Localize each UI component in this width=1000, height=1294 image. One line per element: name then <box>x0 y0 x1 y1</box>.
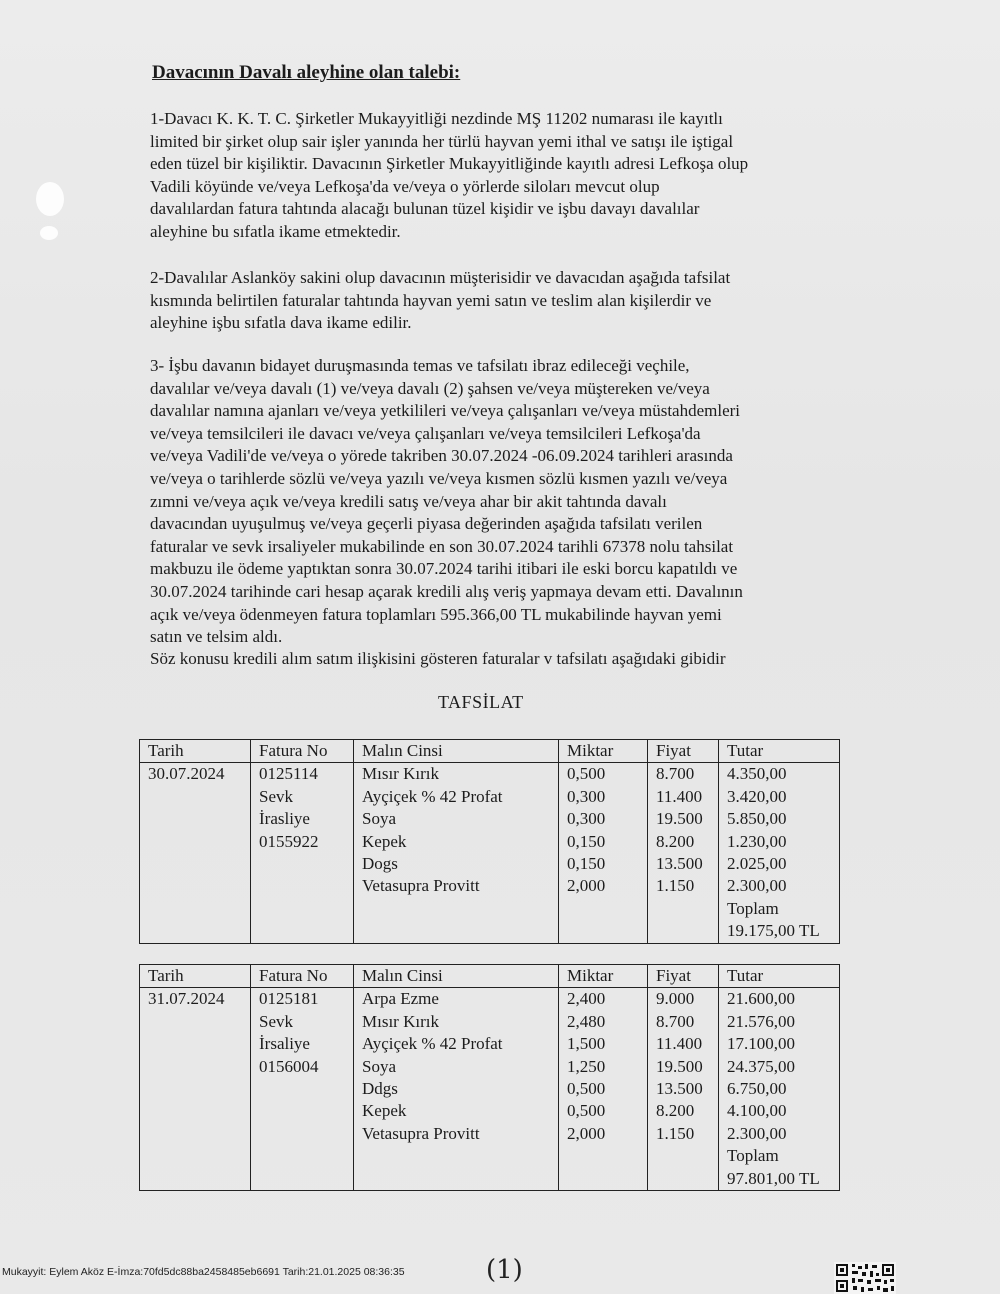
item-name: Mısır Kırık <box>362 764 439 784</box>
cell-tutar <box>719 988 840 1191</box>
price-value: 8.700 <box>656 1011 695 1031</box>
date-value: 31.07.2024 <box>148 989 225 1009</box>
invoice-number: 0125181 <box>259 989 319 1009</box>
total-value: 97.801,00 TL <box>727 1168 820 1188</box>
price-value: 19.500 <box>656 809 703 829</box>
price-value: 1.150 <box>656 876 695 896</box>
text-line: açık ve/veya ödenmeyen fatura toplamları 595.366,00 TL mukabilinde hayvan yemi <box>150 604 722 624</box>
text-line: ve/veya temsilcileri ile davacı ve/veya çalışanları ve/veya temsilcileri Lefkoşa'da <box>150 423 701 443</box>
cell-fatura-no <box>251 988 354 1191</box>
page-number-mark: (1) <box>486 1255 523 1285</box>
header-fatura-no: Fatura No <box>251 965 354 988</box>
cell-malin-cinsi <box>354 763 559 943</box>
header-malin-cinsi: Malın Cinsi <box>354 740 559 763</box>
waybill-number: 0155922 <box>259 831 319 851</box>
header-tarih: Tarih <box>140 740 251 763</box>
header-tarih: Tarih <box>140 965 251 988</box>
quantity-value: 1,250 <box>567 1056 606 1076</box>
quantity-value: 0,300 <box>567 786 606 806</box>
table-header-row <box>140 965 840 988</box>
quantity-value: 1,500 <box>567 1034 606 1054</box>
e-signature-line: Mukayyit: Eylem Aköz E-İmza:70fd5dc88ba2458485eb6691 Tarih:21.01.2025 08:36:35 <box>2 1266 405 1278</box>
table-row <box>140 988 840 1191</box>
amount-value: 21.576,00 <box>727 1011 795 1031</box>
text-line: davalılardan fatura tahtında alacağı bulunan tüzel kişidir ve işbu davayı davalılar <box>150 199 700 219</box>
invoice-table-2 <box>139 964 840 1191</box>
item-name: Mısır Kırık <box>362 1011 439 1031</box>
item-name: Kepek <box>362 831 407 851</box>
tafsilat-title: TAFSİLAT <box>438 692 524 712</box>
amount-value: 4.350,00 <box>727 764 787 784</box>
waybill-number: 0156004 <box>259 1056 319 1076</box>
amount-value: 4.100,00 <box>727 1101 787 1121</box>
invoice-label: Sevk <box>259 786 293 806</box>
table-row <box>140 763 840 943</box>
amount-value: 2.300,00 <box>727 876 787 896</box>
cell-tarih <box>140 988 251 1191</box>
invoice-label: Sevk <box>259 1011 293 1031</box>
quantity-value: 0,500 <box>567 1079 606 1099</box>
quantity-value: 0,150 <box>567 854 606 874</box>
cell-miktar <box>559 763 648 943</box>
item-name: Soya <box>362 809 396 829</box>
price-value: 13.500 <box>656 1079 703 1099</box>
item-name: Arpa Ezme <box>362 989 439 1009</box>
item-name: Kepek <box>362 1101 407 1121</box>
text-line: davalılar namına ajanları ve/veya yetkilileri ve/veya çalışanları ve/veya müstahdemleri <box>150 401 741 421</box>
item-name: Ayçiçek % 42 Profat <box>362 1034 503 1054</box>
text-line: Vadili köyünde ve/veya Lefkoşa'da ve/veya o yörlerde siloları mevcut olup <box>150 176 660 196</box>
price-value: 11.400 <box>656 786 703 806</box>
text-line: Söz konusu kredili alım satım ilişkisini gösteren faturalar v tafsilatı aşağıdaki gibidir <box>150 649 726 668</box>
header-fatura-no: Fatura No <box>251 740 354 763</box>
item-name: Dogs <box>362 854 398 874</box>
text-line: 2-Davalılar Aslanköy sakini olup davacının müşterisidir ve davacıdan aşağıda tafsilat <box>150 268 731 287</box>
price-value: 13.500 <box>656 854 703 874</box>
text-line: 1-Davacı K. K. T. C. Şirketler Mukayyitliği nezdinde MŞ 11202 numarası ile kayıtlı <box>150 109 723 128</box>
amount-value: 2.025,00 <box>727 854 787 874</box>
price-value: 8.200 <box>656 831 695 851</box>
text-line: kısmında belirtilen faturalar tahtında hayvan yemi satın ve teslim alan kişilerdir ve <box>150 290 712 310</box>
text-line: 3- İşbu davanın bidayet duruşmasında temas ve tafsilatı ibraz edileceği veçhile, <box>150 356 690 375</box>
header-malin-cinsi: Malın Cinsi <box>354 965 559 988</box>
cell-fiyat <box>648 988 719 1191</box>
amount-value: 24.375,00 <box>727 1056 795 1076</box>
amount-value: 3.420,00 <box>727 786 787 806</box>
text-line: aleyhine bu sıfatla ikame etmektedir. <box>150 221 401 241</box>
quantity-value: 2,400 <box>567 989 606 1009</box>
total-label: Toplam <box>727 898 779 918</box>
item-name: Soya <box>362 1056 396 1076</box>
text-line: ve/veya o tarihlerde sözlü ve/veya yazılı ve/veya kısmen sözlü kısmen yazılı ve/veya <box>150 468 728 488</box>
text-line: eden tüzel bir kişiliktir. Davacının Şirketler Mukayyitliğinde kayıtlı adresi Lefkoşa olup <box>150 154 749 174</box>
quantity-value: 0,500 <box>567 1101 606 1121</box>
paragraph-3 <box>150 355 850 649</box>
cell-fatura-no <box>251 763 354 943</box>
invoice-table-1 <box>139 739 840 944</box>
table-header-row <box>140 740 840 763</box>
paper-blemish <box>36 182 64 216</box>
cell-malin-cinsi <box>354 988 559 1191</box>
paper-blemish <box>40 226 58 240</box>
quantity-value: 2,000 <box>567 876 606 896</box>
cell-tarih <box>140 763 251 943</box>
paragraph-4 <box>150 648 850 671</box>
price-value: 11.400 <box>656 1034 703 1054</box>
text-line: makbuzu ile ödeme yaptıktan sonra 30.07.2024 tarihi itibari ile eski borcu kapatıldı ve <box>150 559 738 579</box>
price-value: 19.500 <box>656 1056 703 1076</box>
amount-value: 2.300,00 <box>727 1123 787 1143</box>
cell-fiyat <box>648 763 719 943</box>
header-miktar: Miktar <box>559 740 648 763</box>
header-tutar: Tutar <box>719 740 840 763</box>
header-tutar: Tutar <box>719 965 840 988</box>
price-value: 8.700 <box>656 764 695 784</box>
quantity-value: 2,480 <box>567 1011 606 1031</box>
paragraph-1 <box>150 108 850 244</box>
quantity-value: 0,300 <box>567 809 606 829</box>
amount-value: 6.750,00 <box>727 1079 787 1099</box>
section-heading: Davacının Davalı aleyhine olan talebi: <box>152 62 461 83</box>
date-value: 30.07.2024 <box>148 764 225 784</box>
item-name: Vetasupra Provitt <box>362 876 480 896</box>
text-line: aleyhine işbu sıfatla dava ikame edilir. <box>150 313 412 333</box>
price-value: 9.000 <box>656 989 695 1009</box>
text-line: 30.07.2024 tarihinde cari hesap açarak kredili alış veriş yapmaya devam etti. Davalının <box>150 581 743 601</box>
price-value: 1.150 <box>656 1123 695 1143</box>
header-miktar: Miktar <box>559 965 648 988</box>
item-name: Ayçiçek % 42 Profat <box>362 786 503 806</box>
item-name: Vetasupra Provitt <box>362 1123 480 1143</box>
price-value: 8.200 <box>656 1101 695 1121</box>
amount-value: 21.600,00 <box>727 989 795 1009</box>
total-label: Toplam <box>727 1146 779 1166</box>
quantity-value: 0,150 <box>567 831 606 851</box>
invoice-label: İrsaliye <box>259 1034 310 1054</box>
cell-miktar <box>559 988 648 1191</box>
invoice-number: 0125114 <box>259 764 318 784</box>
amount-value: 1.230,00 <box>727 831 787 851</box>
total-value: 19.175,00 TL <box>727 921 820 941</box>
quantity-value: 0,500 <box>567 764 606 784</box>
header-fiyat: Fiyat <box>648 740 719 763</box>
item-name: Ddgs <box>362 1079 398 1099</box>
amount-value: 5.850,00 <box>727 809 787 829</box>
amount-value: 17.100,00 <box>727 1034 795 1054</box>
text-line: satın ve telsim aldı. <box>150 627 283 647</box>
header-fiyat: Fiyat <box>648 965 719 988</box>
text-line: zımni ve/veya açık ve/veya kredili satış ve/veya ahar bir akit tahtında davalı <box>150 491 667 511</box>
text-line: davacından uyuşulmuş ve/veya geçerli piyasa değerinden aşağıda tafsilatı verilen <box>150 514 703 534</box>
text-line: ve/veya Vadili'de ve/veya o yörede takriben 30.07.2024 -06.09.2024 tarihleri arasında <box>150 446 733 466</box>
paragraph-2 <box>150 267 850 335</box>
text-line: davalılar ve/veya davalı (1) ve/veya davalı (2) şahsen ve/veya müştereken ve/veya <box>150 378 710 398</box>
text-line: faturalar ve sevk irsaliyeler mukabilinde en son 30.07.2024 tarihli 67378 nolu tahsilat <box>150 536 734 556</box>
cell-tutar <box>719 763 840 943</box>
text-line: limited bir şirket olup sair işler yanında her türlü hayvan yemi ithal ve satışı ile iştigal <box>150 131 734 151</box>
qr-code-icon <box>834 1262 896 1294</box>
invoice-label: İrasliye <box>259 809 310 829</box>
quantity-value: 2,000 <box>567 1123 606 1143</box>
